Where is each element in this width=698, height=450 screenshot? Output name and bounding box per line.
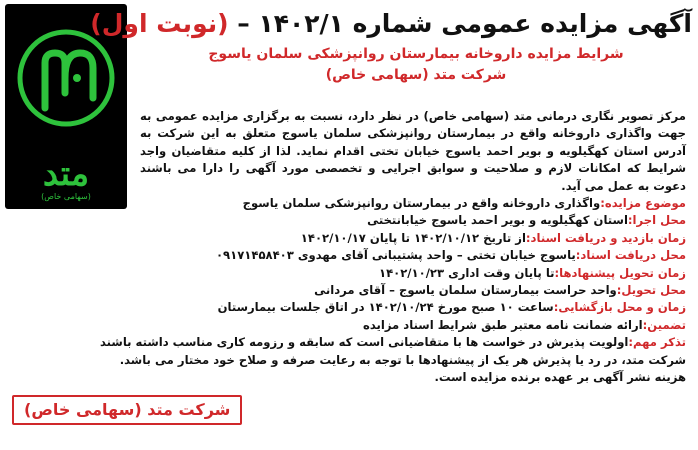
detail-label: زمان و محل بازگشایی: bbox=[553, 300, 686, 315]
detail-row bbox=[12, 299, 686, 316]
note-line: شرکت متد، در رد یا پذیرش هر یک از پیشنهادها با توجه به رعایت صرفه و صلاح خود مختار می باشد. bbox=[119, 352, 686, 367]
notice-subtitle-hospital: شرایط مزایده داروخانه بیمارستان روانپزشکی سلمان یاسوج bbox=[208, 46, 624, 62]
logo-name: متد bbox=[42, 154, 90, 194]
detail-value: واحد حراست بیمارستان سلمان یاسوج – آقای مردانی bbox=[314, 283, 617, 298]
detail-row bbox=[12, 317, 686, 334]
detail-value: تا پایان وقت اداری ۱۴۰۲/۱۰/۲۳ bbox=[379, 265, 555, 280]
detail-value: ارائه ضمانت نامه معتبر طبق شرایط اسناد مزایده bbox=[362, 317, 643, 332]
detail-row bbox=[12, 230, 686, 247]
detail-row bbox=[12, 212, 686, 229]
note-line: هزینه نشر آگهی بر عهده برنده مزایده است. bbox=[434, 370, 686, 385]
detail-value: اولویت پذیرش در خواست ها با متقاضیانی است که سابقه و رزومه کاری مناسب داشته باشند bbox=[99, 335, 629, 350]
notice-header bbox=[90, 0, 692, 86]
notice-details bbox=[12, 195, 686, 386]
detail-value: واگذاری داروخانه واقع در بیمارستان روانپزشکی سلمان یاسوج bbox=[242, 196, 601, 210]
detail-row bbox=[12, 195, 686, 212]
detail-row bbox=[12, 334, 686, 351]
detail-label: زمان بازدید و دریافت اسناد: bbox=[525, 230, 686, 245]
detail-label: موضوع مزایده: bbox=[600, 196, 686, 210]
detail-value: یاسوج خیابان تختی – واحد پشتیبانی آقای مهدوی ۰۹۱۷۱۴۵۸۴۰۳ bbox=[215, 248, 576, 263]
detail-label: محل دریافت اسناد: bbox=[575, 248, 686, 263]
detail-row bbox=[12, 282, 686, 299]
notice-title bbox=[90, 4, 692, 44]
detail-label: محل تحویل: bbox=[616, 283, 686, 298]
detail-row bbox=[12, 247, 686, 264]
notice-subtitle-company: شرکت متد (سهامی خاص) bbox=[325, 67, 507, 83]
notice-intro bbox=[140, 108, 686, 195]
footer-company-stamp: شرکت متد (سهامی خاص) bbox=[12, 395, 242, 425]
detail-label: زمان تحویل پیشنهادها: bbox=[554, 265, 686, 280]
detail-value: ساعت ۱۰ صبح مورخ ۱۴۰۲/۱۰/۲۴ در اتاق جلسات بیمارستان bbox=[217, 300, 554, 315]
detail-label: محل اجرا: bbox=[627, 213, 686, 228]
detail-value: از تاریخ ۱۴۰۲/۱۰/۱۲ تا پایان ۱۴۰۲/۱۰/۱۷ bbox=[300, 230, 526, 245]
logo-subtitle: (سهامی خاص) bbox=[41, 192, 91, 201]
detail-value: استان کهگیلویه و بویر احمد یاسوج خیابانتختی bbox=[367, 213, 628, 228]
intro-paragraph: مرکز تصویر نگاری درمانی متد (سهامی خاص) در نظر دارد، نسبت به برگزاری مزایده عمومی به جهت واگذاری داروخانه واقع در بیمارستان روانپزشکی سلمان یاسوج متعلق به این شرکت به آدرس استان کهگیلویه و بویر احمد یاسوج خیابان تختی اقدام نماید. لذا از کلیه متقاضیان واجد شرایط که امکانات لازم و صلاحیت و سوابق اجرایی و تخصصی مورد آگهی را دارا می باشند دعوت به عمل می آید. bbox=[140, 109, 686, 193]
detail-label: تذکر مهم: bbox=[628, 335, 686, 350]
detail-row bbox=[12, 265, 686, 282]
detail-label: تضمین: bbox=[642, 317, 686, 332]
notice-title-main: آگهی مزایده عمومی شماره ۱۴۰۲/۱ – bbox=[237, 9, 692, 38]
notice-title-round: (نوبت اول) bbox=[90, 9, 238, 38]
